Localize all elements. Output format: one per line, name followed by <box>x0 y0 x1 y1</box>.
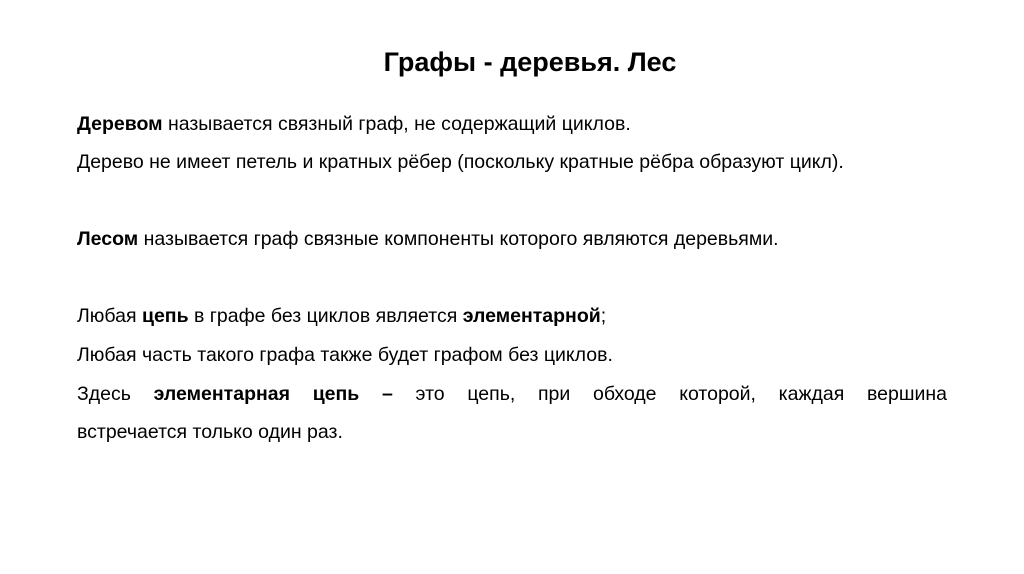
elementary-chain-term: элементарная цепь – <box>153 383 393 405</box>
forest-definition <box>77 226 779 252</box>
elementary-term: элементарной <box>462 305 601 327</box>
slide-title: Графы - деревья. Лес <box>383 47 677 77</box>
elementary-text-1: Здесь <box>77 383 154 405</box>
chain-text-2: в графе без циклов является <box>188 305 463 327</box>
forest-definition-text: называется граф связные компоненты которого являются деревьями. <box>138 228 779 250</box>
elementary-text-2: это цепь, при обходе которой, каждая вершина <box>392 383 947 405</box>
elementary-chain-continuation: встречается только один раз. <box>77 421 343 443</box>
tree-definition-text: называется связный граф, не содержащий циклов. <box>162 113 631 135</box>
chain-text-1: Любая <box>77 305 142 327</box>
chain-term: цепь <box>141 305 189 327</box>
tree-property: Дерево не имеет петель и кратных рёбер (поскольку кратные рёбра образуют цикл). <box>77 151 844 173</box>
tree-term: Деревом <box>77 113 163 135</box>
chain-statement <box>77 303 606 329</box>
chain-text-3: ; <box>600 305 607 327</box>
tree-definition <box>77 111 631 137</box>
subgraph-statement: Любая часть такого графа также будет графом без циклов. <box>77 344 613 366</box>
forest-term: Лесом <box>77 228 139 250</box>
elementary-chain-definition <box>77 381 947 407</box>
